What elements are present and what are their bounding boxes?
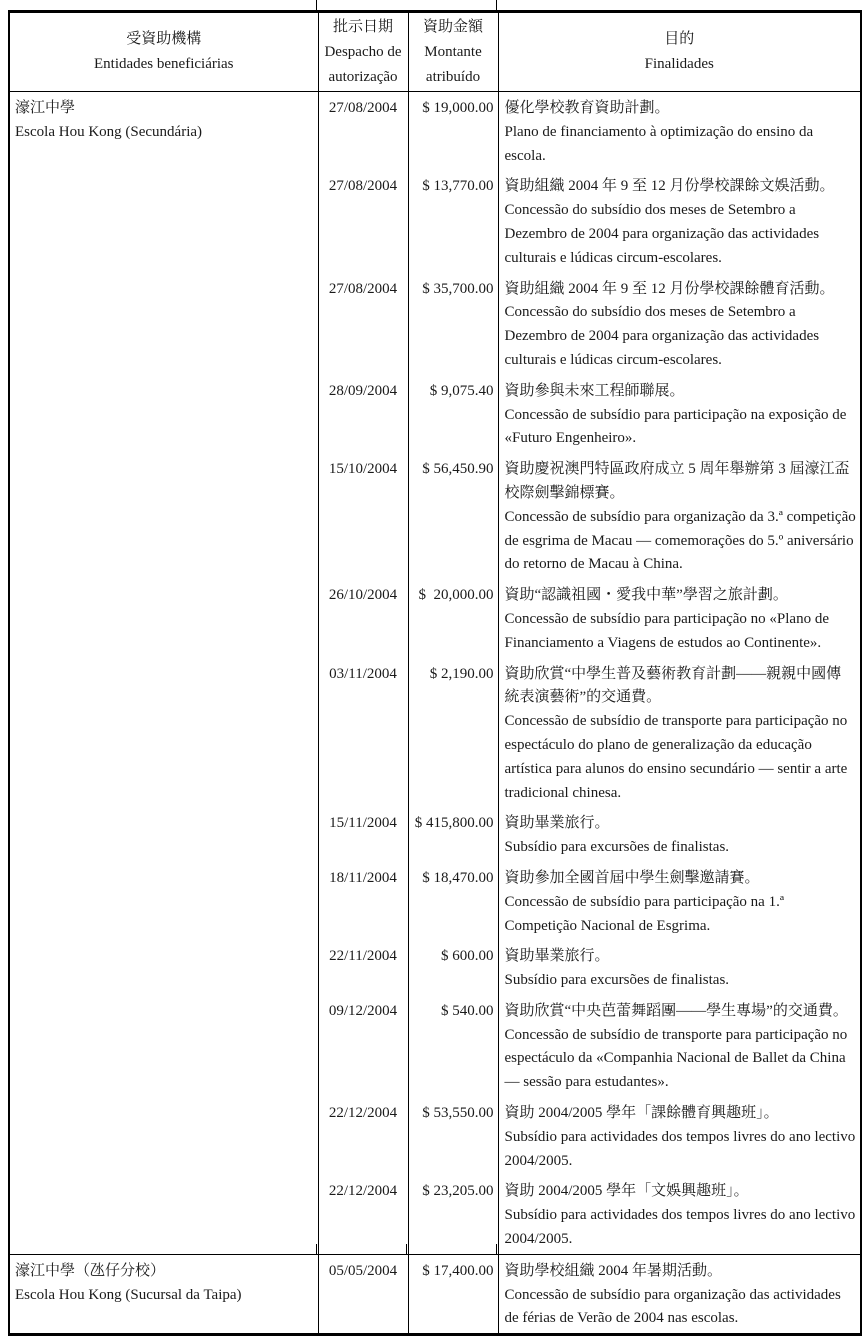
purpose-text-pt: Plano de financiamento à optimização do ensino da escola.	[504, 123, 814, 164]
grant-entry-row	[9, 1254, 861, 1334]
purpose-text-pt: Concessão de subsídio para participação na 1.ª Competição Nacional de Esgrima.	[504, 893, 784, 934]
authorization-date-cell: 27/08/2004	[318, 92, 408, 171]
authorization-date-cell: 22/11/2004	[318, 940, 408, 995]
amount-cell: $ 600.00	[408, 940, 498, 995]
purpose-text-zh: 優化學校教育資助計劃。	[504, 100, 670, 116]
purpose-text-zh: 資助慶祝澳門特區政府成立 5 周年舉辦第 3 屆濠江盃校際劍擊錦標賽。	[504, 461, 850, 501]
amount-cell: $ 20,000.00	[408, 579, 498, 657]
header-date-zh: 批示日期	[332, 18, 393, 35]
header-amount-pt1: Montante	[424, 43, 482, 60]
entity-cell	[9, 1254, 318, 1334]
purpose-text-pt: Concessão de subsídio para participação no «Plano de Financiamento a Viagens de estudos ao Continente».	[504, 610, 829, 651]
subsidy-table	[8, 10, 862, 1336]
purpose-text-pt: Concessão de subsídio para participação na exposição de «Futuro Engenheiro».	[504, 406, 847, 447]
purpose-cell	[498, 862, 861, 940]
entity-cell	[9, 92, 318, 1255]
authorization-date-cell: 22/12/2004	[318, 1097, 408, 1175]
authorization-date-cell: 18/11/2004	[318, 862, 408, 940]
header-date-pt2: autorização	[328, 68, 398, 85]
authorization-date-cell: 03/11/2004	[318, 658, 408, 808]
amount-cell: $ 56,450.90	[408, 453, 498, 579]
purpose-text-pt: Concessão de subsídio de transporte para participação no espectáculo da «Companhia Nacional de Ballet da China — sessão para estudantes».	[504, 1026, 848, 1091]
header-authorization-date	[318, 12, 408, 92]
purpose-text-pt: Subsídio para excursões de finalistas.	[504, 839, 730, 856]
purpose-cell	[498, 658, 861, 808]
header-row	[9, 12, 861, 92]
authorization-date-cell: 05/05/2004	[318, 1254, 408, 1334]
purpose-text-zh: 資助欣賞“中央芭蕾舞蹈團——學生專場”的交通費。	[504, 1002, 848, 1019]
entity-name-pt: Escola Hou Kong (Sucursal da Taipa)	[15, 1286, 242, 1303]
amount-cell: $ 13,770.00	[408, 170, 498, 272]
header-beneficiaries-pt: Entidades beneficiárias	[93, 56, 234, 72]
purpose-text-pt: Subsídio para actividades dos tempos livres do ano lectivo 2004/2005.	[504, 1128, 856, 1169]
header-purpose-zh: 目的	[664, 31, 695, 47]
header-amount-zh: 資助金額	[422, 18, 483, 35]
purpose-cell	[498, 453, 861, 579]
purpose-text-zh: 資助畢業旅行。	[504, 815, 610, 832]
purpose-text-zh: 資助組織 2004 年 9 至 12 月份學校課餘文娛活動。	[504, 178, 835, 195]
amount-cell: $ 540.00	[408, 995, 498, 1097]
purpose-cell	[498, 807, 861, 862]
amount-cell: $ 415,800.00	[408, 807, 498, 862]
purpose-text-pt: Concessão do subsídio dos meses de Setembro a Dezembro de 2004 para organização das actividades culturais e lúdicas circum-escolares.	[504, 202, 820, 266]
amount-cell: $ 19,000.00	[408, 92, 498, 171]
purpose-text-zh: 資助 2004/2005 學年「課餘體育興趣班」。	[504, 1105, 779, 1122]
authorization-date-cell: 27/08/2004	[318, 170, 408, 272]
amount-cell: $ 18,470.00	[408, 862, 498, 940]
authorization-date-cell: 22/12/2004	[318, 1175, 408, 1254]
purpose-cell	[498, 940, 861, 995]
purpose-cell	[498, 579, 861, 657]
header-amount-pt2: atribuído	[425, 68, 481, 85]
header-purpose	[498, 12, 861, 92]
authorization-date-cell: 15/11/2004	[318, 807, 408, 862]
purpose-text-pt: Concessão de subsídio para organização da 3.ª competição de esgrima de Macau — comemorações do 5.º aniversário do retorno de Macau à China.	[504, 508, 856, 573]
amount-cell: $ 53,550.00	[408, 1097, 498, 1175]
purpose-text-zh: 資助學校組織 2004 年暑期活動。	[504, 1262, 723, 1279]
purpose-cell	[498, 1254, 861, 1334]
purpose-text-pt: Concessão de subsídio para organização das actividades de férias de Verão de 2004 nas escolas.	[504, 1286, 841, 1327]
entity-name-zh: 濠江中學（氹仔分校）	[15, 1262, 166, 1279]
purpose-text-pt: Subsídio para actividades dos tempos livres do ano lectivo 2004/2005.	[504, 1207, 856, 1248]
purpose-cell	[498, 273, 861, 375]
header-amount	[408, 12, 498, 92]
purpose-cell	[498, 170, 861, 272]
purpose-text-zh: 資助 2004/2005 學年「文娛興趣班」。	[504, 1183, 749, 1200]
purpose-text-zh: 資助參與未來工程師聯展。	[504, 382, 685, 399]
purpose-text-zh: 資助組織 2004 年 9 至 12 月份學校課餘體育活動。	[504, 280, 835, 297]
purpose-cell	[498, 1097, 861, 1175]
purpose-cell	[498, 1175, 861, 1254]
amount-cell: $ 2,190.00	[408, 658, 498, 808]
purpose-cell	[498, 995, 861, 1097]
grant-entry-row	[9, 92, 861, 171]
authorization-date-cell: 26/10/2004	[318, 579, 408, 657]
header-beneficiaries-zh: 受資助機構	[126, 31, 202, 47]
amount-cell: $ 35,700.00	[408, 273, 498, 375]
purpose-text-zh: 資助畢業旅行。	[504, 948, 610, 965]
amount-cell: $ 17,400.00	[408, 1254, 498, 1334]
purpose-cell	[498, 92, 861, 171]
authorization-date-cell: 28/09/2004	[318, 375, 408, 453]
authorization-date-cell: 27/08/2004	[318, 273, 408, 375]
amount-cell: $ 9,075.40	[408, 375, 498, 453]
purpose-text-zh: 資助參加全國首屆中學生劍擊邀請賽。	[504, 869, 760, 886]
header-purpose-pt: Finalidades	[644, 56, 714, 72]
authorization-date-cell: 15/10/2004	[318, 453, 408, 579]
entity-name-pt: Escola Hou Kong (Secundária)	[15, 123, 203, 140]
header-date-pt1: Despacho de	[324, 43, 402, 60]
entity-name-zh: 濠江中學	[15, 100, 76, 116]
header-beneficiaries	[9, 12, 318, 92]
purpose-text-pt: Concessão do subsídio dos meses de Setembro a Dezembro de 2004 para organização das actividades culturais e lúdicas circum-escolares.	[504, 304, 820, 368]
purpose-text-pt: Concessão de subsídio de transporte para participação no espectáculo do plano de generalização da educação artística para alunos do ensino secundário — sentir a arte tradicional chinesa.	[504, 713, 848, 801]
purpose-text-zh: 資助欣賞“中學生普及藝術教育計劃——親親中國傳統表演藝術”的交通費。	[504, 665, 842, 706]
purpose-text-pt: Subsídio para excursões de finalistas.	[504, 972, 730, 989]
purpose-cell	[498, 375, 861, 453]
amount-cell: $ 23,205.00	[408, 1175, 498, 1254]
purpose-text-zh: 資助“認識祖國・愛我中華”學習之旅計劃。	[504, 587, 788, 604]
authorization-date-cell: 09/12/2004	[318, 995, 408, 1097]
